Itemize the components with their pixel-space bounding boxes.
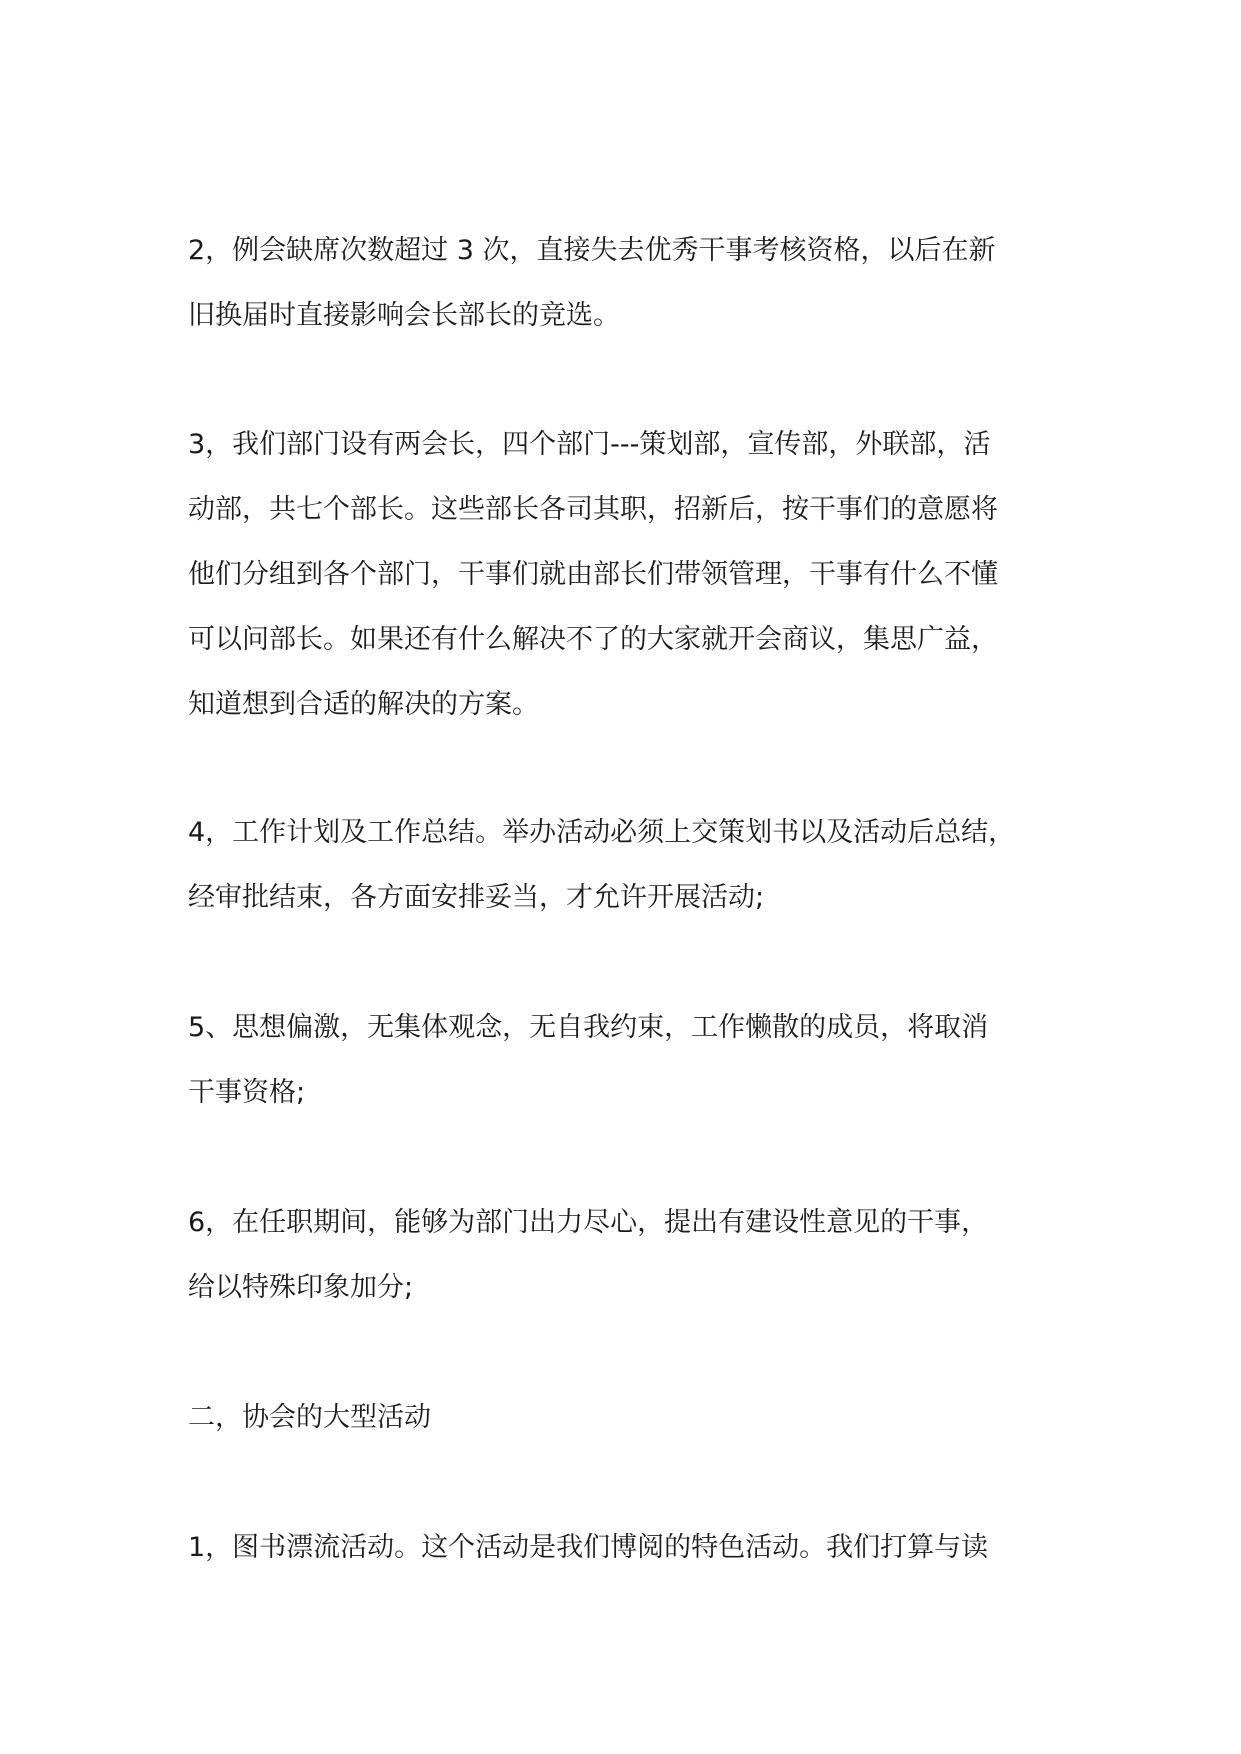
paragraph-rule-2 xyxy=(188,218,1088,348)
paragraph-rule-3 xyxy=(188,412,1088,737)
text-line: 3，我们部门设有两会长，四个部门---策划部，宣传部，外联部，活 xyxy=(188,429,991,460)
text-line: 经审批结束，各方面安排妥当，才允许开展活动; xyxy=(188,882,765,913)
text-line: 旧换届时直接影响会长部长的竞选。 xyxy=(188,300,620,331)
text-line: 2，例会缺席次数超过 3 次，直接失去优秀干事考核资格，以后在新 xyxy=(188,235,996,266)
text-line: 给以特殊印象加分; xyxy=(188,1272,414,1303)
paragraph-rule-5 xyxy=(188,995,1088,1125)
section-heading xyxy=(188,1385,1088,1450)
text-line: 知道想到合适的解决的方案。 xyxy=(188,689,539,720)
text-line: 动部，共七个部长。这些部长各司其职，招新后，按干事们的意愿将 xyxy=(188,494,998,525)
paragraph-rule-6 xyxy=(188,1190,1088,1320)
text-line: 5、思想偏激，无集体观念，无自我约束，工作懒散的成员，将取消 xyxy=(188,1012,989,1043)
text-line: 可以问部长。如果还有什么解决不了的大家就开会商议，集思广益， xyxy=(188,624,998,655)
paragraph-rule-4 xyxy=(188,800,1088,930)
text-line: 4，工作计划及工作总结。举办活动必须上交策划书以及活动后总结， xyxy=(188,817,1016,848)
paragraph-activity-1 xyxy=(188,1515,1088,1580)
text-line: 1，图书漂流活动。这个活动是我们博阅的特色活动。我们打算与读 xyxy=(188,1532,989,1563)
text-line: 他们分组到各个部门，干事们就由部长们带领管理，干事有什么不懂 xyxy=(188,559,998,590)
text-line: 干事资格; xyxy=(188,1077,306,1108)
heading-line: 二，协会的大型活动 xyxy=(188,1402,431,1433)
text-line: 6，在任职期间，能够为部门出力尽心，提出有建设性意见的干事， xyxy=(188,1207,989,1238)
